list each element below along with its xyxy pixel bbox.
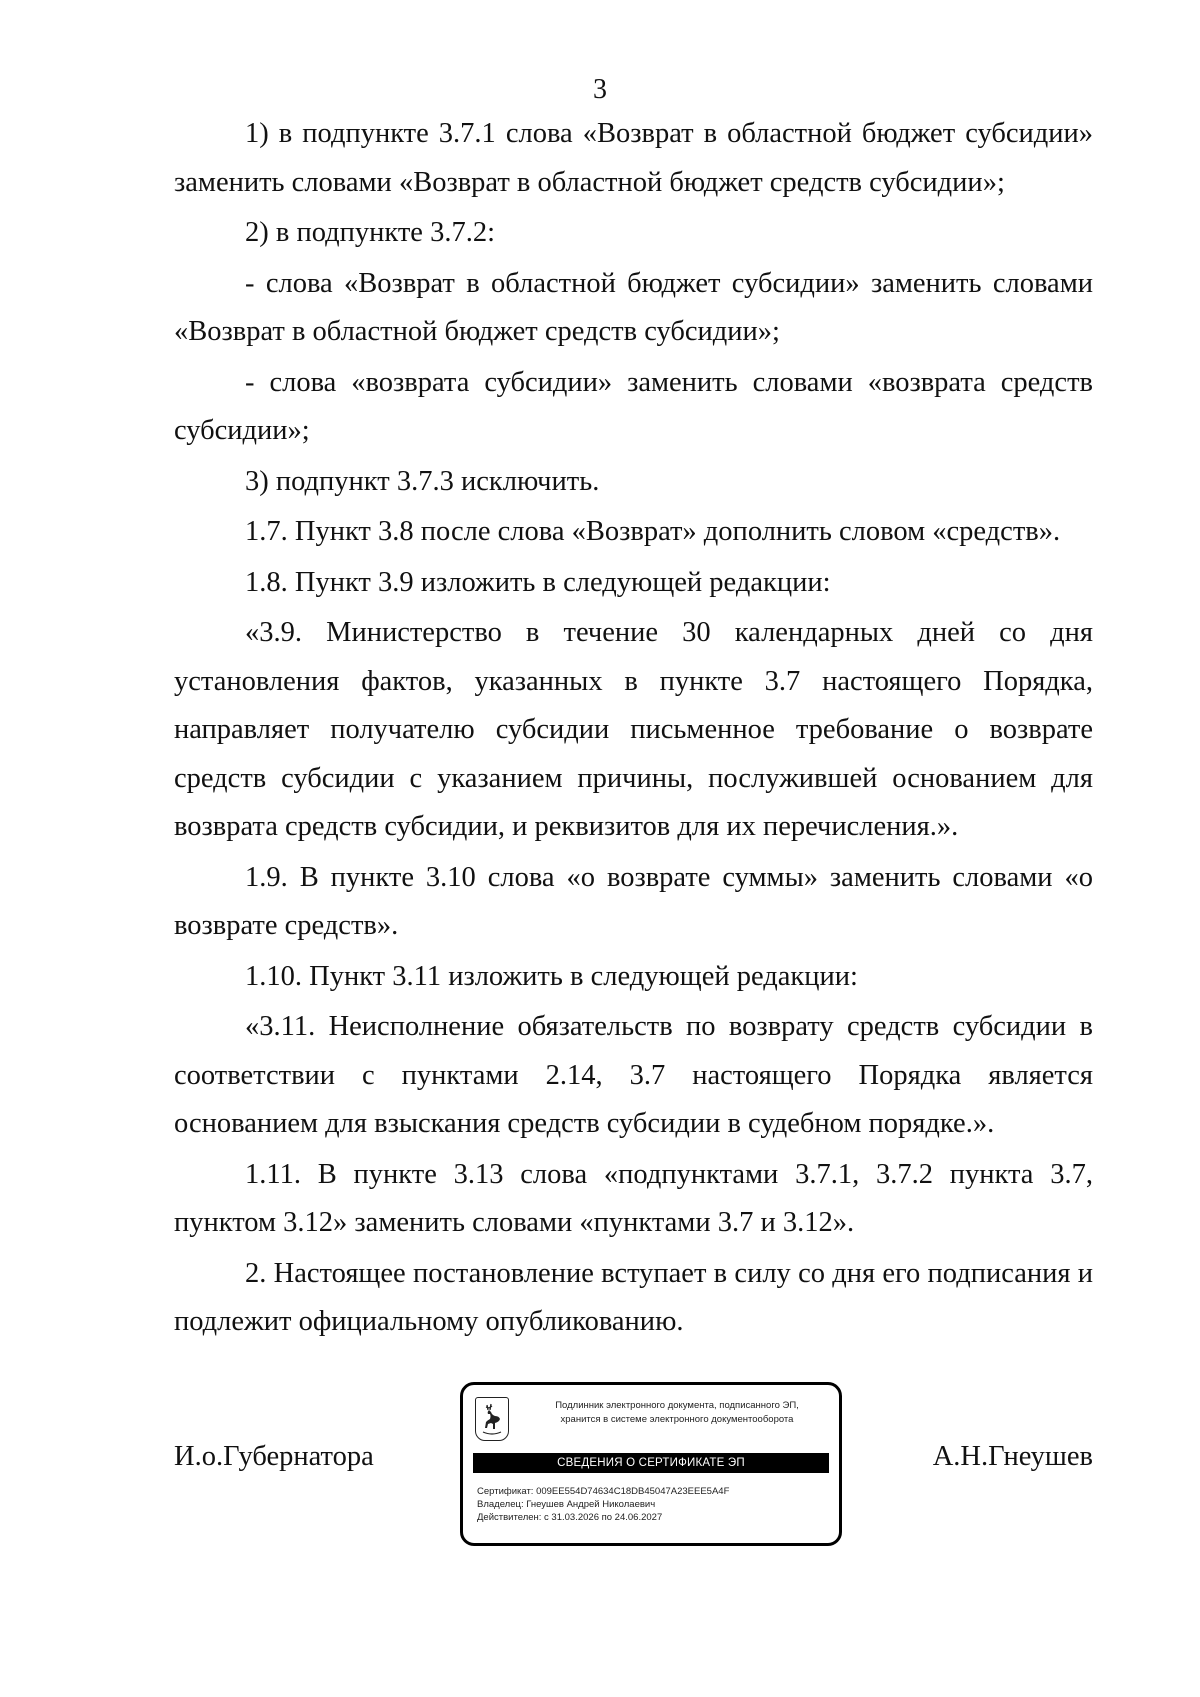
- signatory-position: И.о.Губернатора: [174, 1441, 374, 1472]
- paragraph-1-7: 1.7. Пункт 3.8 после слова «Возврат» дополнить словом «средств».: [245, 516, 1061, 547]
- paragraph-subitem-3: 3) подпункт 3.7.3 исключить.: [245, 465, 600, 497]
- stamp-note-line-1: Подлинник электронного документа, подписанного ЭП,: [555, 1400, 799, 1411]
- document-body: [174, 110, 1093, 1349]
- paragraph-1-11: 1.11. В пункте 3.13 слова «подпунктами 3.7.1, 3.7.2 пункта 3.7, пунктом 3.12» заменить словами «пунктами 3.7 и 3.12».: [174, 1158, 1093, 1238]
- paragraph-dash-1: - слова «Возврат в областной бюджет субсидии» заменить словами «Возврат в областной бюджет средств субсидии»;: [174, 267, 1093, 347]
- electronic-signature-stamp: [460, 1382, 842, 1546]
- paragraph-3-11-text: «3.11. Неисполнение обязательств по возврату средств субсидии в соответствии с пунктами 2.14, 3.7 настоящего Порядка является основанием для взыскания средств субсидии в судебном порядке.».: [174, 1011, 1093, 1139]
- stamp-certificate: Сертификат: 009EE554D74634C18DB45047A23EEE5A4F: [477, 1486, 730, 1497]
- signature-block: [174, 1382, 1093, 1550]
- paragraph-3-9-text: «3.9. Министерство в течение 30 календарных дней со дня установления фактов, указанных в пункте 3.7 настоящего Порядка, направляет получателю субсидии письменное требование о возврате средств субсидии с указанием причины, послужившей основанием для возврата средств субсидии, и реквизитов для их перечисления.».: [174, 617, 1093, 842]
- stamp-owner: Владелец: Гнеушев Андрей Николаевич: [477, 1499, 656, 1510]
- stamp-details: [477, 1485, 827, 1524]
- stamp-validity: Действителен: с 31.03.2026 по 24.06.2027: [477, 1512, 663, 1523]
- paragraph-subitem-1: 1) в подпункте 3.7.1 слова «Возврат в областной бюджет субсидии» заменить словами «Возврат в областной бюджет средств субсидии»;: [174, 118, 1093, 198]
- paragraph-2: 2. Настоящее постановление вступает в силу со дня его подписания и подлежит официальному опубликованию.: [174, 1257, 1093, 1337]
- page-number: 3: [593, 74, 607, 105]
- stamp-header: СВЕДЕНИЯ О СЕРТИФИКАТЕ ЭП: [473, 1453, 829, 1473]
- paragraph-dash-2: - слова «возврата субсидии» заменить словами «возврата средств субсидии»;: [174, 366, 1093, 446]
- paragraph-1-8: 1.8. Пункт 3.9 изложить в следующей редакции:: [245, 566, 831, 598]
- stamp-note-line-2: хранится в системе электронного документооборота: [560, 1414, 794, 1425]
- paragraph-1-9: 1.9. В пункте 3.10 слова «о возврате суммы» заменить словами «о возврате средств».: [174, 861, 1093, 941]
- paragraph-1-10: 1.10. Пункт 3.11 изложить в следующей редакции:: [245, 960, 858, 992]
- signatory-name: А.Н.Гнеушев: [932, 1441, 1093, 1472]
- paragraph-subitem-2: 2) в подпункте 3.7.2:: [245, 217, 496, 248]
- deer-emblem-icon: [475, 1397, 509, 1441]
- stamp-note: [519, 1399, 835, 1427]
